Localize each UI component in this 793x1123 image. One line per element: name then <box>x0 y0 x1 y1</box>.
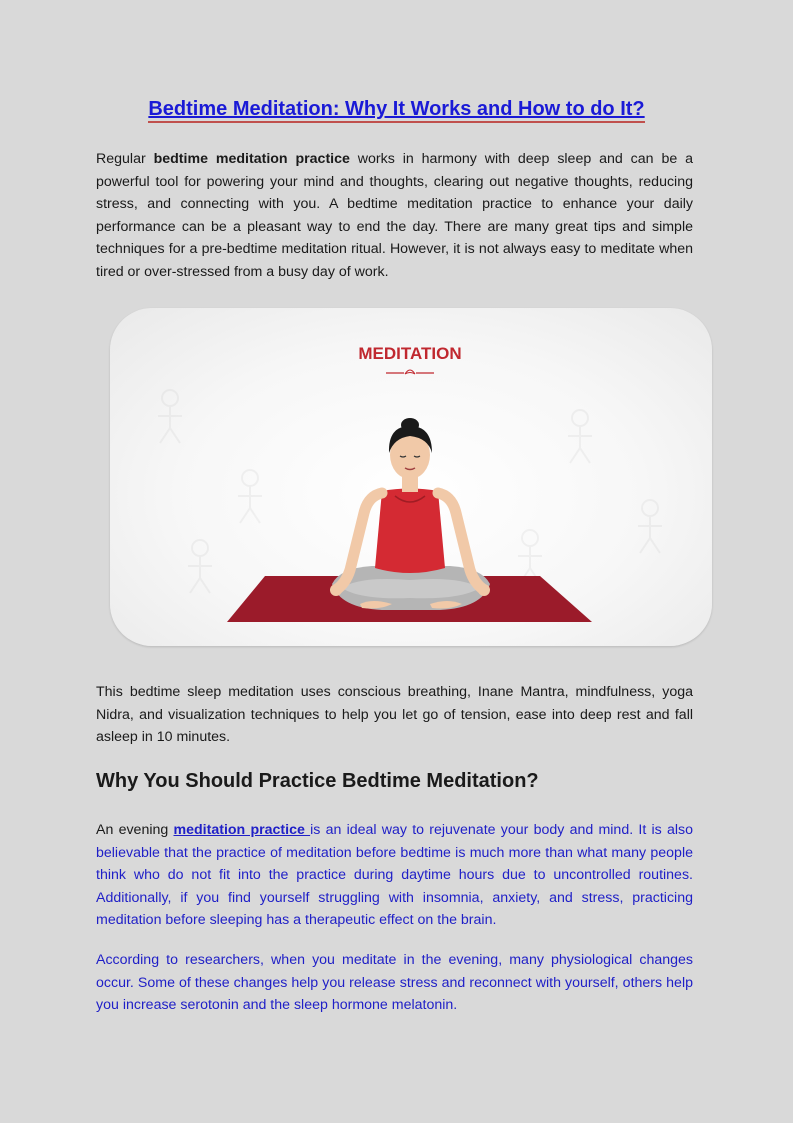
paragraph-research: According to researchers, when you meditate in the evening, many physiological changes occur. Some of these changes help you release stress and reconnect with yourself, others help you increase serotonin and the sleep hormone melatonin. <box>96 952 693 1013</box>
meditating-woman <box>330 418 490 610</box>
intro-rest: works in harmony with deep sleep and can be a powerful tool for powering your mind and thoughts, clearing out negative thoughts, reducing stress, and connecting with you. A bedtime meditation practice to enhance your daily performance can be a pleasant way to end the day. There are many great tips and simple techniques for a pre-bedtime meditation ritual. However, it is not always easy to meditate when tired or over-stressed from a busy day of work. <box>96 151 693 280</box>
paragraph-why <box>96 819 693 932</box>
paragraph-why-prefix: An evening <box>96 822 174 838</box>
meditation-practice-link[interactable]: meditation practice <box>173 822 311 838</box>
meditation-figure-svg <box>110 308 712 646</box>
meditation-illustration <box>110 308 712 646</box>
page-title <box>0 98 793 121</box>
figure-label: MEDITATION <box>358 344 462 363</box>
intro-prefix: Regular <box>96 151 154 167</box>
intro-bold-phrase: bedtime meditation practice <box>153 151 350 167</box>
page-title-text: Bedtime Meditation: Why It Works and How to do It? <box>148 98 644 123</box>
lotus-ornament <box>386 370 434 374</box>
paragraph-techniques: This bedtime sleep meditation uses conscious breathing, Inane Mantra, mindfulness, yoga Nidra, and visualization techniques to help you let go of tension, ease into deep rest and fall asleep in 10 minutes. <box>96 684 693 745</box>
paragraph-why-rest: is an ideal way to rejuvenate your body and mind. It is also believable that the practice of meditation before bedtime is much more than what many people think who do not fit into the practice during daytime hours due to uncontrolled routines. Additionally, if you find yourself struggling with insomnia, anxiety, and stress, practicing meditation before sleeping has a therapeutic effect on the brain. <box>96 822 693 928</box>
intro-paragraph <box>96 148 693 283</box>
section-heading: Why You Should Practice Bedtime Meditation? <box>96 770 539 792</box>
